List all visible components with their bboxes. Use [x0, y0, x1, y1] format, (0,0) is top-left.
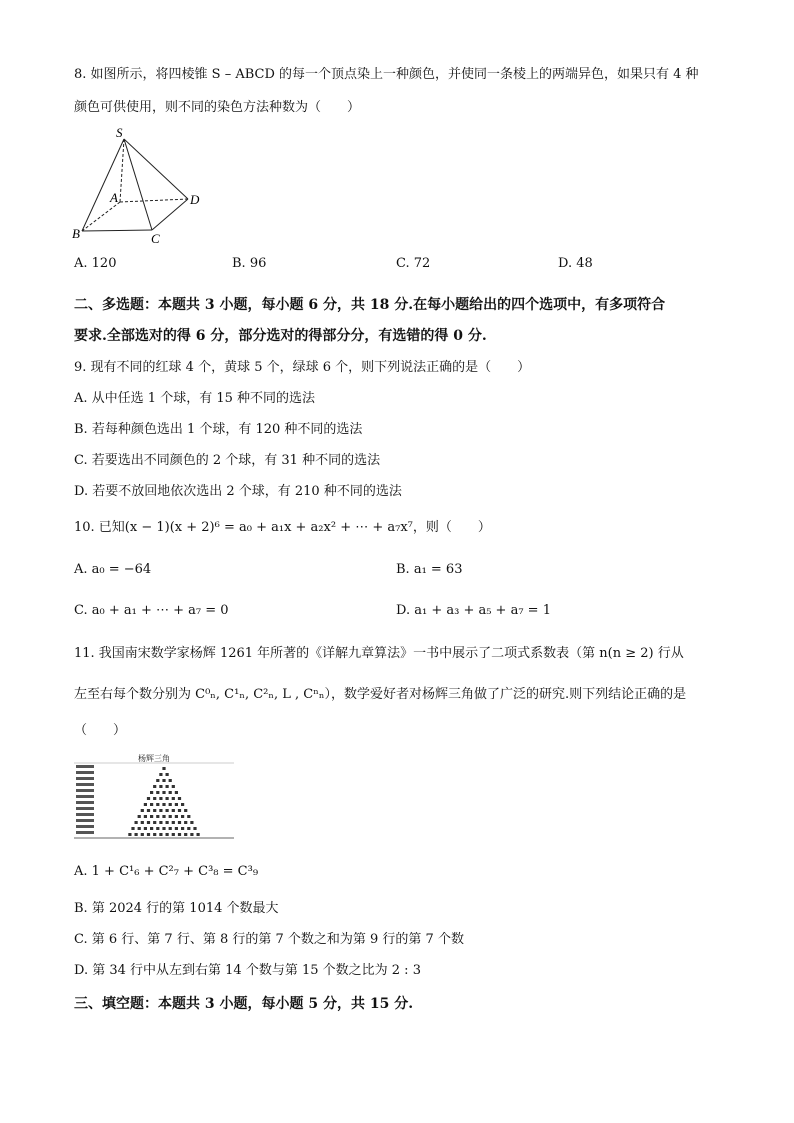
q11-stem-line3: （ ） [74, 723, 127, 738]
pyramid-figure [68, 122, 218, 251]
triangle-entry [147, 797, 150, 800]
q8-stem-line1: 8. 如图所示，将四棱锥 S – ABCD 的每一个顶点染上一种颜色，并使同一条棱上的两端异色，如果只有 4 种 [74, 67, 699, 82]
q8-option-b: B. 96 [232, 256, 267, 271]
triangle-entry [190, 821, 193, 824]
triangle-entry [156, 779, 159, 782]
triangle-entry [169, 791, 172, 794]
triangle-entry [153, 797, 156, 800]
triangle-entry [175, 827, 178, 830]
triangle-entry [159, 821, 162, 824]
section2-heading-line2: 要求.全部选对的得 6 分，部分选对的得部分分，有选错的得 0 分. [74, 328, 487, 344]
triangle-entry [156, 791, 159, 794]
triangle-entry [156, 815, 159, 818]
yanghui-triangle-figure [74, 752, 234, 844]
q9-option-a: A. 从中任选 1 个球，有 15 种不同的选法 [74, 391, 315, 406]
triangle-entry [178, 833, 181, 836]
triangle-entry [162, 803, 165, 806]
triangle-entry [150, 791, 153, 794]
q10-option-c: C. a₀ + a₁ + ⋯ + a₇ = 0 [74, 603, 229, 618]
yanghui-title: 杨辉三角 [138, 754, 170, 763]
triangle-entry [175, 815, 178, 818]
triangle-entry [153, 833, 156, 836]
triangle-entry [184, 809, 187, 812]
triangle-entry [153, 785, 156, 788]
triangle-entry [156, 803, 159, 806]
triangle-entry [169, 815, 172, 818]
triangle-entry [162, 815, 165, 818]
triangle-entry [135, 821, 138, 824]
q9-option-d: D. 若要不放回地依次选出 2 个球，有 210 种不同的选法 [74, 484, 402, 499]
triangle-entry [159, 797, 162, 800]
q11-option-d: D. 第 34 行中从左到右第 14 个数与第 15 个数之比为 2 : 3 [74, 963, 421, 978]
q10-option-d: D. a₁ + a₃ + a₅ + a₇ = 1 [396, 603, 551, 618]
vertex-label-s: S [116, 125, 123, 140]
triangle-entry [172, 809, 175, 812]
triangle-entry [181, 815, 184, 818]
triangle-entry [141, 821, 144, 824]
triangle-entry [147, 809, 150, 812]
triangle-entry [166, 833, 169, 836]
triangle-entry [147, 833, 150, 836]
triangle-entry [141, 833, 144, 836]
q11-option-a: A. 1 + C¹₆ + C²₇ + C³₈ = C³₉ [74, 864, 259, 879]
q9-option-b: B. 若每种颜色选出 1 个球，有 120 种不同的选法 [74, 422, 363, 437]
q10-option-b: B. a₁ = 63 [396, 562, 463, 577]
triangle-entry [153, 821, 156, 824]
triangle-entry [178, 809, 181, 812]
triangle-entry [162, 779, 165, 782]
triangle-entry [178, 821, 181, 824]
triangle-entry [172, 821, 175, 824]
q11-stem-line1: 11. 我国南宋数学家杨辉 1261 年所著的《详解九章算法》一书中展示了二项式系数表（第 n(n ≥ 2) 行从 [74, 646, 684, 661]
triangle-entry [172, 785, 175, 788]
triangle-entry [156, 827, 159, 830]
triangle-entry [166, 773, 169, 776]
q8-option-a: A. 120 [74, 256, 117, 271]
triangle-entry [166, 821, 169, 824]
triangle-entry [144, 827, 147, 830]
triangle-entry [159, 833, 162, 836]
section2-heading-line1: 二、多选题：本题共 3 小题，每小题 6 分，共 18 分.在每小题给出的四个选项中，有多项符合 [74, 297, 666, 313]
triangle-entry [147, 821, 150, 824]
q9-option-c: C. 若要选出不同颜色的 2 个球，有 31 种不同的选法 [74, 453, 381, 468]
triangle-entry [138, 827, 141, 830]
vertex-label-d: D [190, 192, 200, 207]
triangle-entry [181, 827, 184, 830]
triangle-entry [141, 809, 144, 812]
triangle-entry [166, 797, 169, 800]
triangle-entry [162, 767, 165, 770]
triangle-entry [144, 815, 147, 818]
triangle-entry [175, 791, 178, 794]
triangle-entry [159, 785, 162, 788]
q10-option-a: A. a₀ = −64 [74, 562, 152, 577]
q9-stem: 9. 现有不同的红球 4 个，黄球 5 个，绿球 6 个，则下列说法正确的是（ ） [74, 360, 531, 375]
triangle-entry [169, 779, 172, 782]
triangle-entry [162, 827, 165, 830]
triangle-entry [128, 833, 131, 836]
triangle-entry [169, 803, 172, 806]
triangle-entry [159, 809, 162, 812]
triangle-entry [162, 791, 165, 794]
triangle-entry [131, 827, 134, 830]
vertex-label-b: B [72, 226, 80, 241]
triangle-entry [153, 809, 156, 812]
triangle-entry [169, 827, 172, 830]
pyramid-diagram [68, 122, 218, 247]
q11-option-b: B. 第 2024 行的第 1014 个数最大 [74, 901, 279, 916]
triangle-entry [181, 803, 184, 806]
triangle-entry [184, 821, 187, 824]
triangle-entry [135, 833, 138, 836]
triangle-entry [178, 797, 181, 800]
triangle-entry [150, 815, 153, 818]
triangle-entry [166, 809, 169, 812]
vertex-label-c: C [151, 231, 160, 246]
triangle-entry [187, 827, 190, 830]
q8-option-d: D. 48 [558, 256, 593, 271]
triangle-entry [175, 803, 178, 806]
yanghui-triangle-image [74, 752, 234, 840]
triangle-entry [150, 803, 153, 806]
q8-stem-line2: 颜色可供使用，则不同的染色方法种数为（ ） [74, 100, 361, 115]
q10-stem: 10. 已知(x − 1)(x + 2)⁶ = a₀ + a₁x + a₂x² + ⋯ + a₇x⁷，则（ ） [74, 520, 491, 535]
triangle-entry [184, 833, 187, 836]
triangle-entry [144, 803, 147, 806]
triangle-entry [172, 833, 175, 836]
section3-heading: 三、填空题：本题共 3 小题，每小题 5 分，共 15 分. [74, 996, 414, 1012]
triangle-entry [197, 833, 200, 836]
triangle-entry [172, 797, 175, 800]
triangle-entry [150, 827, 153, 830]
q8-option-c: C. 72 [396, 256, 431, 271]
vertex-label-a: A [110, 190, 118, 205]
triangle-entry [166, 785, 169, 788]
triangle-entry [159, 773, 162, 776]
q11-stem-line2: 左至右每个数分别为 C⁰ₙ, C¹ₙ, C²ₙ, L , Cⁿₙ），数学爱好者对杨辉三角做了广泛的研究.则下列结论正确的是 [74, 687, 687, 702]
triangle-entry [187, 815, 190, 818]
triangle-entry [138, 815, 141, 818]
triangle-entry [193, 827, 196, 830]
triangle-entry [190, 833, 193, 836]
q11-option-c: C. 第 6 行、第 7 行、第 8 行的第 7 个数之和为第 9 行的第 7 个数 [74, 932, 464, 947]
